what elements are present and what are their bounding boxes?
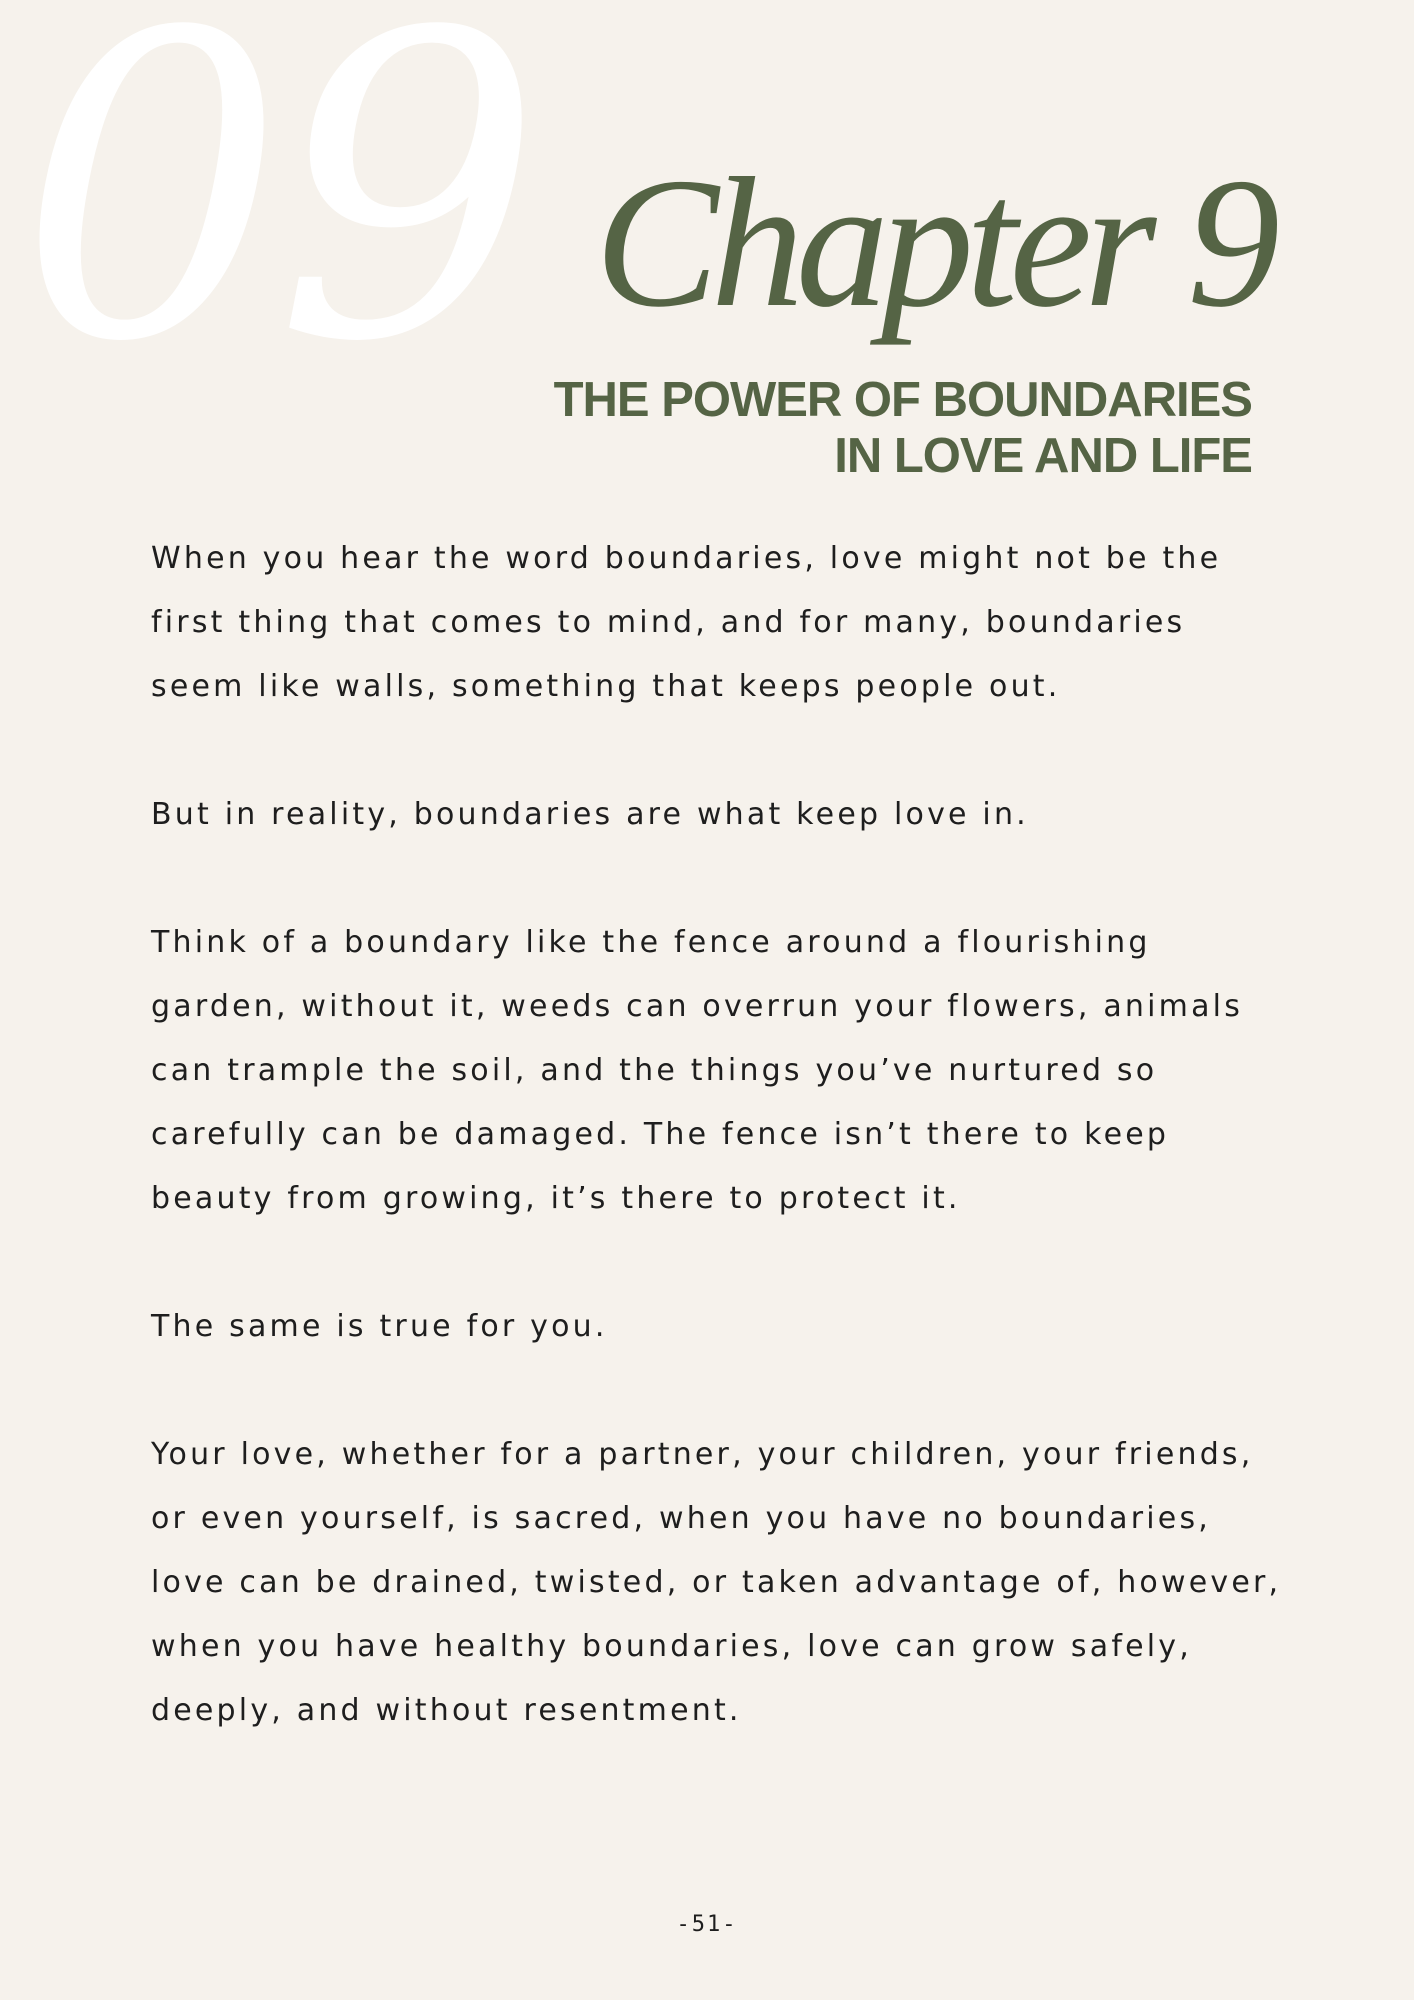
paragraph: The same is true for you.	[151, 1309, 608, 1344]
chapter-subtitle	[352, 372, 1252, 484]
page-number: -51-	[676, 1912, 738, 1937]
decorative-chapter-number: 09	[18, 0, 533, 434]
paragraph: When you hear the word boundaries, love might not be the first thing that comes to mind, and for many, boundaries seem like walls, something that keeps people out.	[151, 541, 1222, 704]
subtitle-line-2: IN LOVE AND LIFE	[834, 429, 1252, 483]
body-text	[151, 527, 1291, 1807]
subtitle-line-1: THE POWER OF BOUNDARIES	[553, 373, 1252, 427]
paragraph: Think of a boundary like the fence around a flourishing garden, without it, weeds can overrun your flowers, animals can trample the soil, and the things you’ve nurtured so carefully can be damaged. The fence isn’t there to keep beauty from growing, it’s there to protect it.	[151, 925, 1244, 1216]
paragraph: Your love, whether for a partner, your children, your friends, or even yourself, is sacred, when you have no boundaries, love can be drained, twisted, or taken advantage of, however, when you have healthy boundaries, love can grow safely, deeply, and without resentment.	[151, 1437, 1282, 1728]
paragraph: But in reality, boundaries are what keep love in.	[151, 797, 1029, 832]
chapter-title: Chapter 9	[594, 140, 1272, 346]
